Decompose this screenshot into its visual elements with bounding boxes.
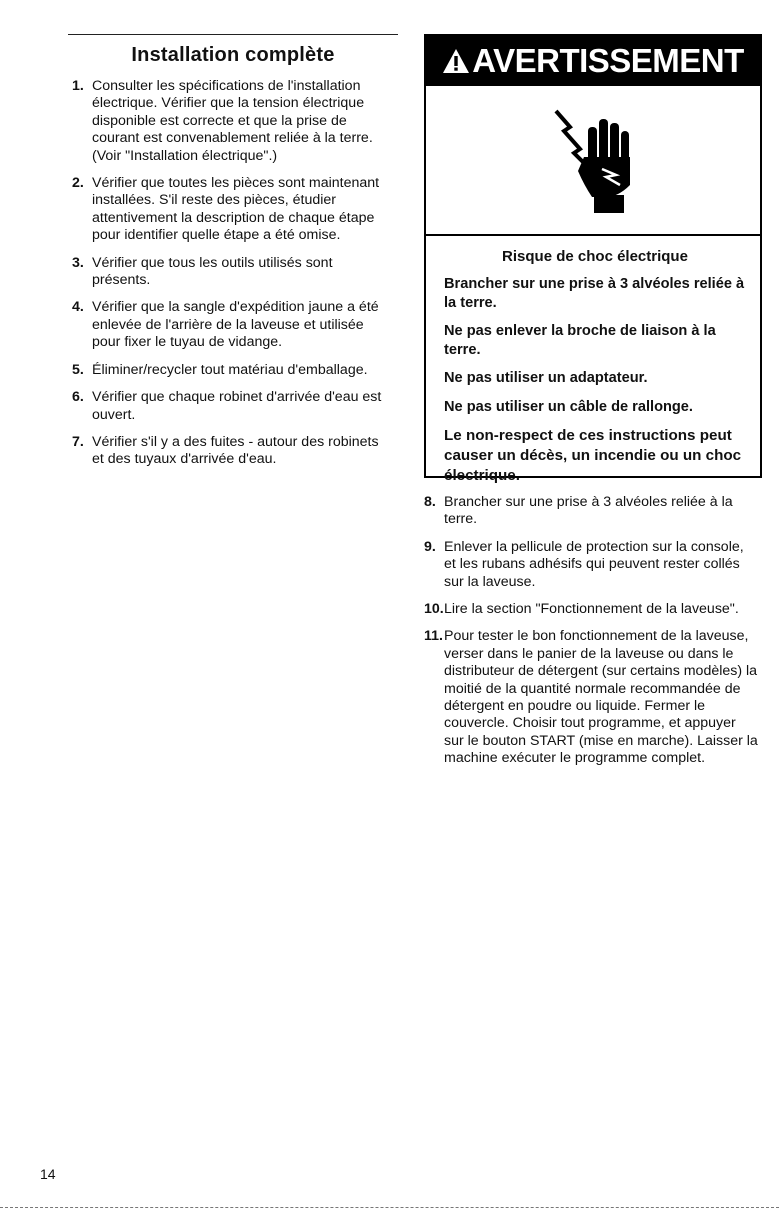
steps-left-column (72, 78, 394, 479)
step-number: 6. (72, 389, 84, 406)
page-number: 14 (40, 1166, 56, 1182)
list-item (424, 494, 758, 529)
list-item (72, 255, 394, 290)
step-text: Vérifier que chaque robinet d'arrivée d'eau est ouvert. (92, 389, 382, 423)
warning-body (426, 236, 760, 486)
step-number: 2. (72, 175, 84, 192)
warning-header (426, 36, 760, 86)
warning-line: Ne pas enlever la broche de liaison à la terre. (444, 323, 716, 358)
warning-subtitle: Risque de choc électrique (502, 248, 688, 265)
warning-triangle-icon (442, 47, 470, 75)
top-rule (68, 34, 398, 35)
list-item (72, 434, 394, 469)
step-number: 1. (72, 78, 84, 94)
step-text: Éliminer/recycler tout matériau d'emballage. (92, 361, 368, 378)
electric-shock-hand-icon (426, 86, 760, 236)
warning-line: Ne pas utiliser un adaptateur. (444, 370, 648, 386)
step-text: Brancher sur une prise à 3 alvéoles reliée à la terre. (444, 494, 733, 528)
step-number: 3. (72, 254, 84, 271)
step-number: 10. (424, 601, 444, 618)
section-title: Installation complète (131, 44, 335, 66)
step-text: Vérifier que tous les outils utilisés sont présents. (92, 254, 333, 289)
list-item (424, 601, 758, 618)
warning-line: Ne pas utiliser un câble de rallonge. (444, 398, 693, 415)
step-text: Enlever la pellicule de protection sur la console, et les rubans adhésifs qui peuvent rester collés sur la laveuse. (444, 538, 744, 590)
list-item (72, 78, 394, 165)
step-text: Vérifier que toutes les pièces sont maintenant installées. S'il reste des pièces, étudier attentivement la description de chaque étape pour identifier quelle étape a été omise. (92, 175, 380, 244)
warning-line: Le non-respect de ces instructions peut causer un décès, un incendie ou un choc électrique. (444, 427, 742, 484)
list-item (72, 175, 394, 245)
list-item (72, 389, 394, 424)
step-text: Vérifier que la sangle d'expédition jaune a été enlevée de l'arrière de la laveuse et utilisée pour fixer le tuyau de vidange. (92, 299, 379, 351)
warning-header-text: AVERTISSEMENT (472, 42, 744, 79)
list-item (424, 539, 758, 591)
step-text: Consulter les spécifications de l'installation électrique. Vérifier que la tension électrique disponible est correcte et que la prise de courant est convenablement reliée à la terre. (Voir "Installation électrique".) (92, 78, 373, 164)
warning-box (424, 34, 762, 484)
step-number: 11. (424, 628, 443, 645)
bottom-rule (0, 1207, 779, 1209)
list-item (72, 299, 394, 351)
step-number: 5. (72, 361, 84, 378)
list-item (72, 362, 394, 379)
step-number: 4. (72, 299, 84, 316)
step-text: Vérifier s'il y a des fuites - autour des robinets et des tuyaux d'arrivée d'eau. (92, 433, 379, 468)
step-text: Lire la section "Fonctionnement de la laveuse". (444, 601, 739, 618)
list-item (424, 628, 758, 767)
step-number: 9. (424, 538, 436, 555)
step-text: Pour tester le bon fonctionnement de la laveuse, verser dans le panier de la laveuse ou dans le distributeur de détergent (sur certains modèles) la moitié de la quantité normale recommandée de détergent en poudre ou liquide. Fermer le couvercle. Choisir tout programme, et appuyer sur le bouton START (mise en marche). Laisser la machine exécuter le programme complet. (444, 628, 758, 767)
step-number: 8. (424, 494, 436, 510)
warning-line: Brancher sur une prise à 3 alvéoles reliée à la terre. (444, 276, 745, 311)
steps-right-column (424, 494, 758, 778)
step-number: 7. (72, 433, 84, 450)
